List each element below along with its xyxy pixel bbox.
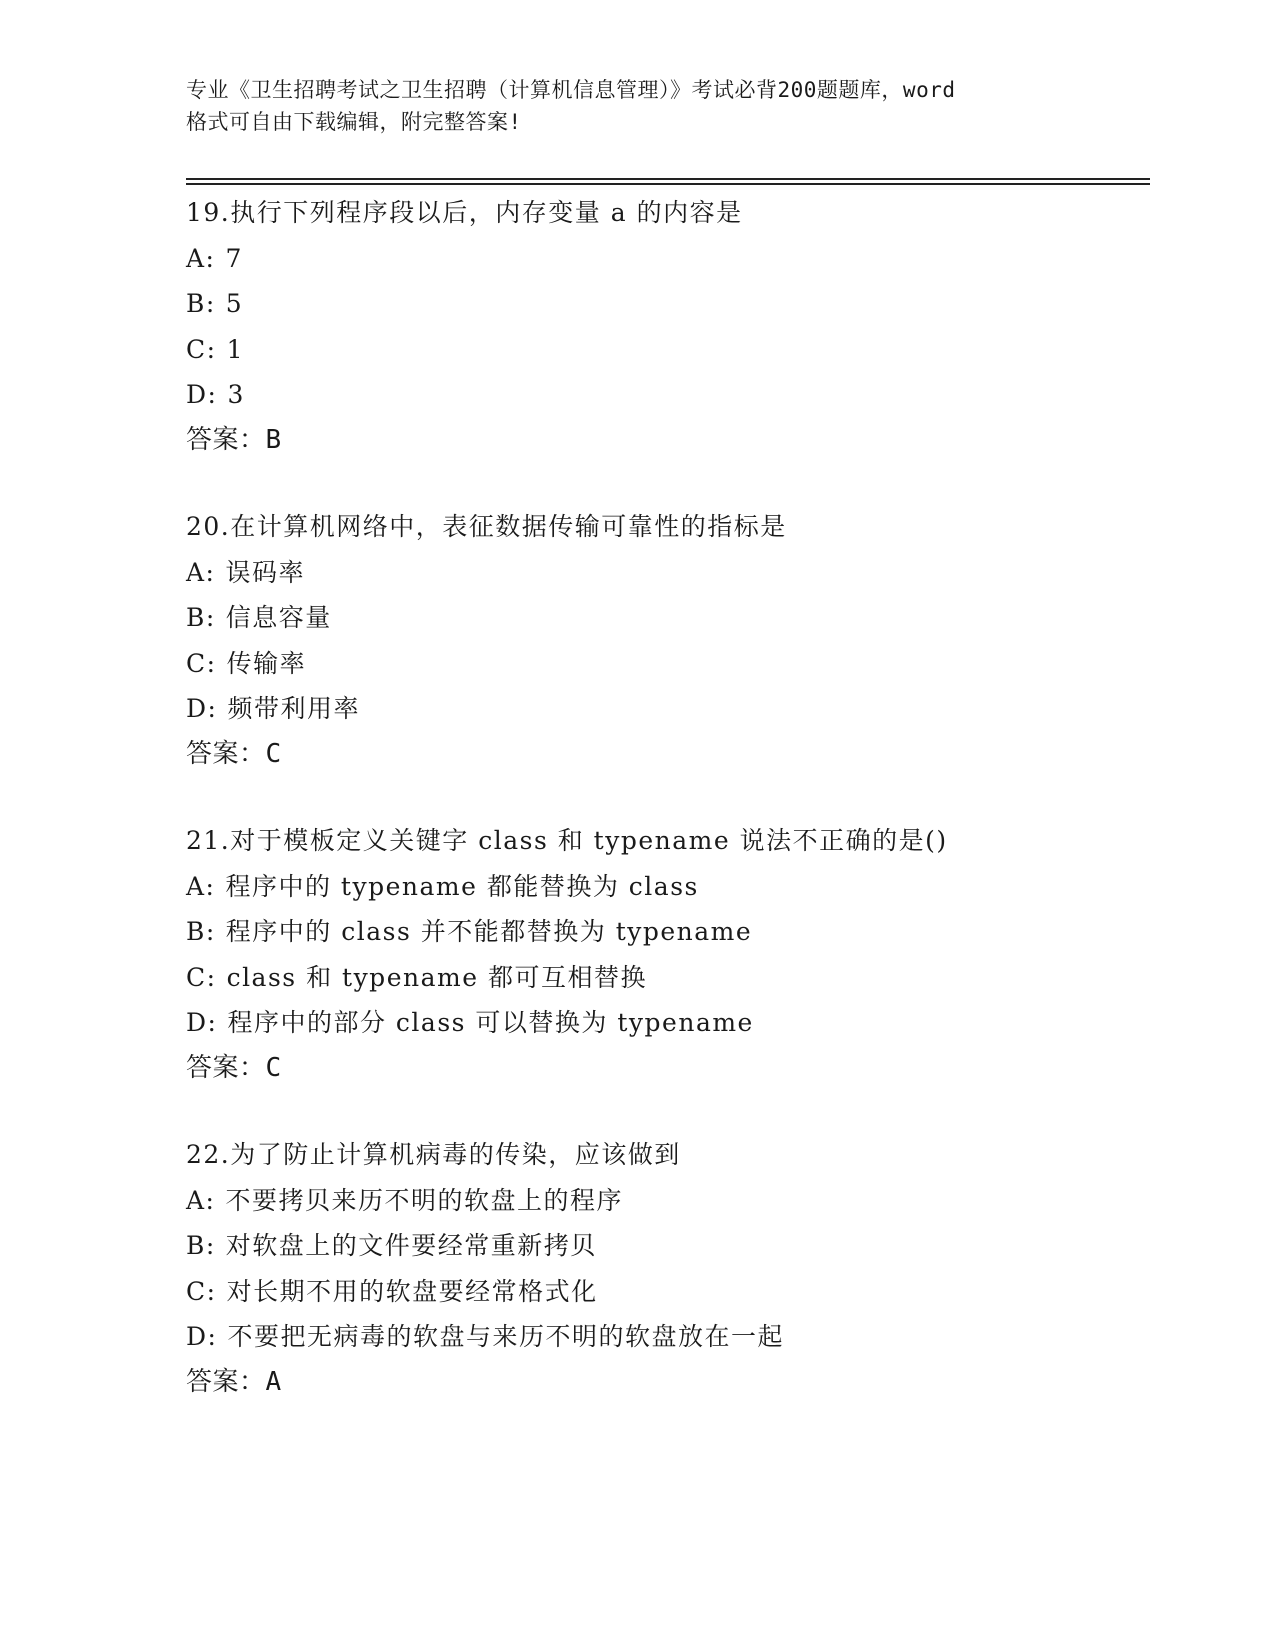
option-c: [186, 955, 1150, 1001]
option-key: C:: [186, 334, 217, 364]
header-divider-top: [186, 178, 1150, 180]
option-text: 1: [226, 334, 244, 364]
option-key: C:: [186, 962, 217, 992]
option-text: 程序中的 typename 都能替换为 class: [225, 871, 699, 901]
option-b: [186, 1223, 1150, 1269]
option-b: [186, 595, 1150, 641]
option-text: 对长期不用的软盘要经常格式化: [226, 1276, 598, 1306]
answer-label: 答案：: [186, 738, 266, 769]
question-item: [186, 1132, 1150, 1405]
answer-line: [186, 1046, 1150, 1092]
option-key: D:: [186, 1322, 218, 1351]
option-c: [186, 327, 1150, 373]
option-b: [186, 909, 1150, 955]
answer-value: A: [265, 1366, 282, 1397]
question-text: 执行下列程序段以后，内存变量 a 的内容是: [230, 198, 743, 227]
option-d: [186, 1000, 1150, 1046]
header-line-2: 格式可自由下载编辑，附完整答案!: [186, 110, 522, 134]
option-key: A:: [186, 243, 216, 273]
option-key: C:: [186, 648, 217, 678]
answer-label: 答案：: [186, 1052, 266, 1083]
answer-line: [186, 1360, 1150, 1406]
header-line-1: 专业《卫生招聘考试之卫生招聘（计算机信息管理）》考试必背200题题库，word: [186, 78, 956, 102]
option-c: [186, 641, 1150, 687]
question-text: 在计算机网络中，表征数据传输可靠性的指标是: [230, 512, 787, 541]
question-list: [186, 190, 1150, 1446]
option-text: 7: [225, 243, 243, 273]
question-item: [186, 190, 1150, 463]
option-text: 信息容量: [225, 603, 332, 632]
option-a: [186, 864, 1150, 910]
option-key: B:: [186, 289, 216, 318]
option-key: A:: [186, 1185, 216, 1215]
answer-line: [186, 418, 1150, 464]
option-text: 不要把无病毒的软盘与来历不明的软盘放在一起: [227, 1322, 784, 1351]
option-text: 程序中的部分 class 可以替换为 typename: [227, 1008, 754, 1037]
option-text: class 和 typename 都可互相替换: [226, 962, 647, 992]
option-key: B:: [186, 603, 216, 632]
answer-value: C: [265, 1052, 282, 1083]
option-a: [186, 550, 1150, 596]
option-key: A:: [186, 871, 216, 901]
question-number: 19.: [186, 198, 231, 227]
document-header: [186, 74, 1086, 138]
option-text: 5: [225, 289, 244, 318]
header-divider-bottom: [186, 183, 1150, 185]
option-key: A:: [186, 557, 216, 587]
answer-value: B: [265, 424, 282, 455]
answer-label: 答案：: [186, 1366, 266, 1397]
option-text: 程序中的 class 并不能都替换为 typename: [225, 917, 753, 946]
question-stem: [186, 190, 1150, 236]
option-text: 误码率: [225, 557, 305, 587]
option-d: [186, 372, 1150, 418]
question-item: [186, 504, 1150, 777]
option-key: B:: [186, 1231, 216, 1260]
question-item: [186, 818, 1150, 1091]
option-key: D:: [186, 380, 218, 409]
option-text: 对软盘上的文件要经常重新拷贝: [225, 1231, 597, 1260]
option-c: [186, 1269, 1150, 1315]
option-text: 频带利用率: [227, 694, 360, 723]
option-key: B:: [186, 917, 216, 946]
question-number: 21.: [186, 826, 231, 855]
option-text: 不要拷贝来历不明的软盘上的程序: [225, 1185, 623, 1215]
option-a: [186, 1178, 1150, 1224]
option-key: D:: [186, 1008, 218, 1037]
question-text: 为了防止计算机病毒的传染，应该做到: [230, 1140, 681, 1169]
option-key: C:: [186, 1276, 217, 1306]
option-text: 传输率: [226, 648, 307, 678]
question-number: 22.: [186, 1140, 231, 1169]
option-a: [186, 236, 1150, 282]
question-number: 20.: [186, 512, 231, 541]
option-d: [186, 686, 1150, 732]
question-stem: [186, 504, 1150, 550]
answer-line: [186, 732, 1150, 778]
option-text: 3: [227, 380, 245, 409]
question-stem: [186, 1132, 1150, 1178]
answer-label: 答案：: [186, 424, 266, 455]
answer-value: C: [265, 738, 282, 769]
option-b: [186, 281, 1150, 327]
question-text: 对于模板定义关键字 class 和 typename 说法不正确的是(): [230, 826, 948, 855]
question-stem: [186, 818, 1150, 864]
option-key: D:: [186, 694, 218, 723]
option-d: [186, 1314, 1150, 1360]
